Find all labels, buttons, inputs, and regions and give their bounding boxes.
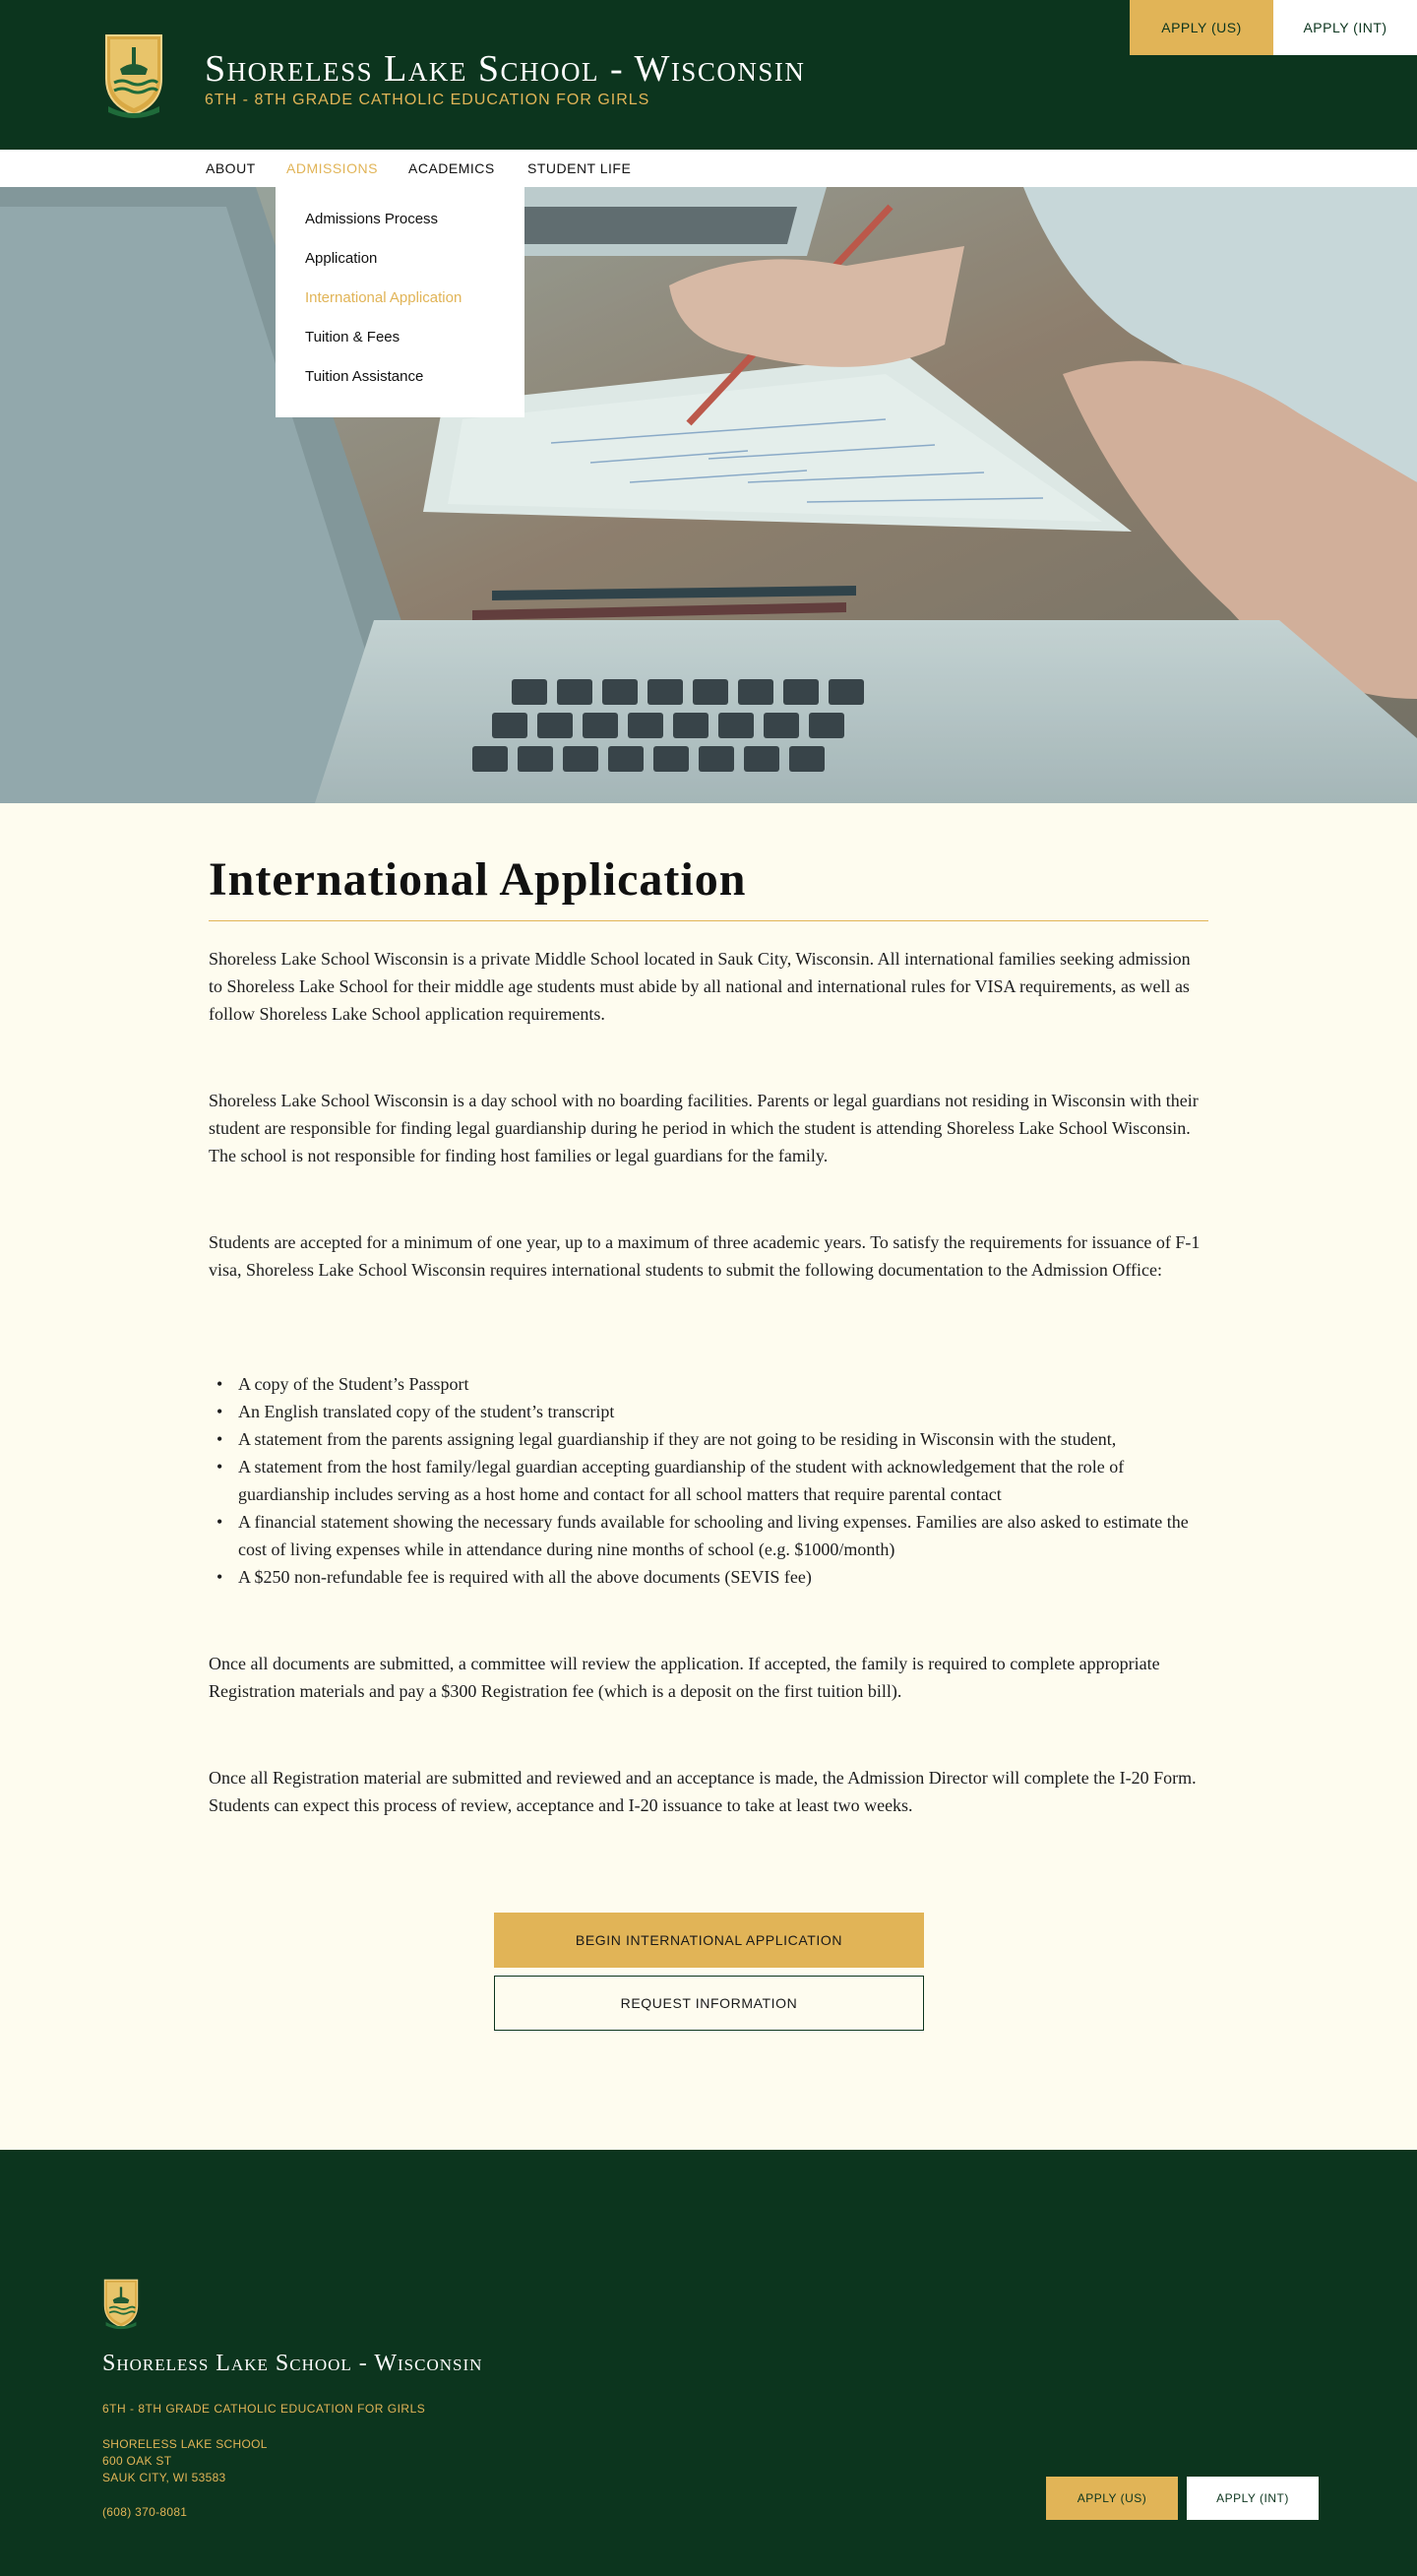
list-item: • A statement from the host family/legal guardian accepting guardianship of the student with acknowledgement that the role of guardianship includes serving as a host home and contact for all school matters that require parental contact (209, 1453, 1208, 1508)
request-information-button[interactable]: REQUEST INFORMATION (494, 1976, 924, 2031)
list-item: • A $250 non-refundable fee is required with all the above documents (SEVIS fee) (209, 1563, 1208, 1591)
site-title[interactable]: Shoreless Lake School - Wisconsin (205, 48, 806, 90)
paragraph-guardianship: Shoreless Lake School Wisconsin is a day school with no boarding facilities. Parents or legal guardians not residing in Wisconsin with their student are responsible for finding legal guardianship during he period in which the student is attending Shoreless Lake School Wisconsin. The school is not responsible for finding host families or legal guardians for the family. (209, 1091, 1199, 1165)
nav-item-admissions[interactable]: ADMISSIONS (286, 160, 378, 176)
dropdown-item-tuition-assistance[interactable]: Tuition Assistance (305, 368, 424, 385)
requirements-list (209, 1370, 1208, 1591)
paragraph-committee: Once all documents are submitted, a committee will review the application. If accepted, the family is required to complete appropriate Registration materials and pay a $300 Registration fee (which is a deposit on the first tuition bill). (209, 1654, 1160, 1701)
footer-address-street: 600 OAK ST (102, 2454, 172, 2468)
dropdown-item-application[interactable]: Application (305, 250, 378, 267)
main-nav (0, 150, 1417, 187)
footer-apply-int-button[interactable]: APPLY (INT) (1187, 2477, 1319, 2520)
footer-phone[interactable]: (608) 370-8081 (102, 2505, 188, 2519)
list-item: • A financial statement showing the necessary funds available for schooling and living expenses. Families are also asked to estimate the cost of living expenses while in attendance during nine months of school (e.g. $1000/month) (209, 1508, 1208, 1563)
dropdown-item-admissions-process[interactable]: Admissions Process (305, 211, 439, 227)
apply-us-button[interactable]: APPLY (US) (1130, 0, 1273, 55)
hero-photo-desk-laptop-icon (0, 187, 1417, 803)
list-item: • A statement from the parents assigning legal guardianship if they are not going to be residing in Wisconsin with the student, (209, 1425, 1208, 1453)
footer-tagline: 6TH - 8TH GRADE CATHOLIC EDUCATION FOR GIRLS (102, 2402, 426, 2416)
begin-international-application-button[interactable]: BEGIN INTERNATIONAL APPLICATION (494, 1913, 924, 1968)
hero-image (0, 187, 1417, 803)
site-header (0, 0, 1417, 150)
paragraph-requirements: Students are accepted for a minimum of one year, up to a maximum of three academic years. To satisfy the requirements for issuance of F-1 visa, Shoreless Lake School Wisconsin requires international students to submit the following documentation to the Admission Office: (209, 1232, 1201, 1280)
site-tagline: 6TH - 8TH GRADE CATHOLIC EDUCATION FOR GIRLS (205, 92, 650, 108)
footer-address-city: SAUK CITY, WI 53583 (102, 2471, 226, 2484)
school-crest-logo-icon[interactable] (102, 31, 165, 118)
list-item: • A copy of the Student’s Passport (209, 1370, 1208, 1398)
school-crest-logo-icon[interactable] (102, 2276, 140, 2331)
footer-address-name: SHORELESS LAKE SCHOOL (102, 2437, 268, 2451)
nav-item-about[interactable]: ABOUT (206, 160, 256, 176)
list-item: • An English translated copy of the student’s transcript (209, 1398, 1208, 1425)
nav-item-academics[interactable]: ACADEMICS (408, 160, 495, 176)
dropdown-item-tuition-fees[interactable]: Tuition & Fees (305, 329, 400, 346)
admissions-dropdown-menu (276, 187, 524, 417)
dropdown-item-international-application[interactable]: International Application (305, 289, 462, 306)
paragraph-intro: Shoreless Lake School Wisconsin is a private Middle School located in Sauk City, Wisconsin. All international families seeking admission to Shoreless Lake School for their middle age students must abide by all national and international rules for VISA requirements, as well as follow Shoreless Lake School application requirements. (209, 949, 1191, 1024)
apply-int-button[interactable]: APPLY (INT) (1273, 0, 1417, 55)
footer-title: Shoreless Lake School - Wisconsin (102, 2351, 483, 2376)
title-divider (209, 920, 1208, 921)
footer-apply-us-button[interactable]: APPLY (US) (1046, 2477, 1178, 2520)
page-title: International Application (209, 853, 747, 906)
paragraph-i20: Once all Registration material are submitted and reviewed and an acceptance is made, the Admission Director will complete the I-20 Form. Students can expect this process of review, acceptance and I-20 issuance to take at least two weeks. (209, 1768, 1197, 1815)
nav-item-student-life[interactable]: STUDENT LIFE (527, 160, 632, 176)
